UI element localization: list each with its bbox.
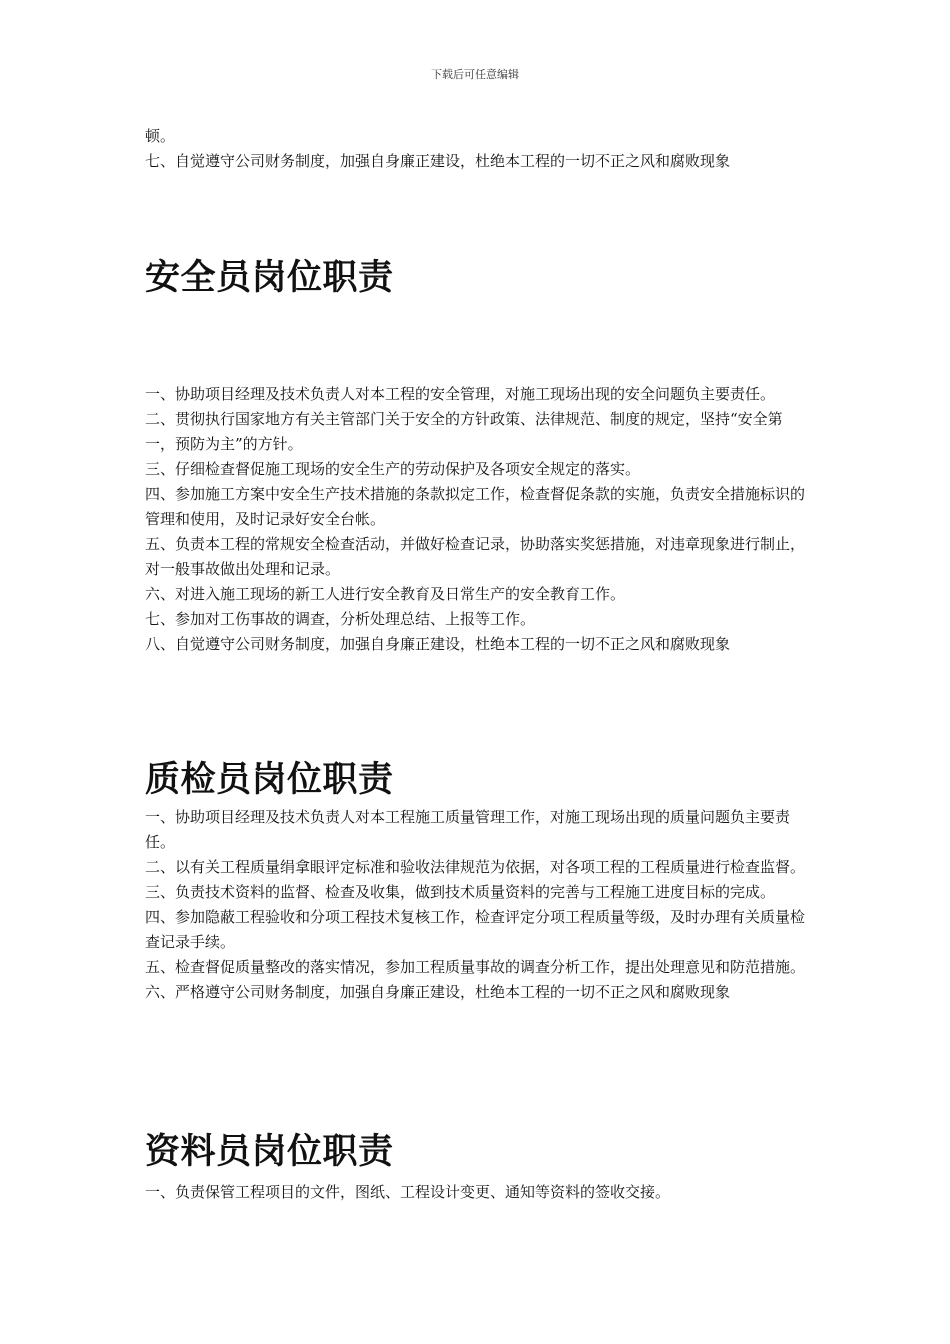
list-item: 七、参加对工伤事故的调查，分析处理总结、上报等工作。: [145, 610, 536, 628]
list-item: 三、负责技术资料的监督、检查及收集，做到技术质量资料的完善与工程施工进度目标的完成。: [145, 883, 776, 901]
list-item: 一、协助项目经理及技术负责人对本工程施工质量管理工作，对施工现场出现的质量问题负主要责任。: [145, 808, 791, 851]
intro-line: 七、自觉遵守公司财务制度，加强自身廉正建设，杜绝本工程的一切不正之风和腐败现象: [145, 152, 731, 170]
list-item: 二、以有关工程质量绢拿眼评定标准和验收法律规范为依据，对各项工程的工程质量进行检查监督。: [145, 858, 806, 876]
list-item: 四、参加隐蔽工程验收和分项工程技术复核工作，检查评定分项工程质量等级，及时办理有关质量检查记录手续。: [145, 908, 806, 951]
list-item: 五、负责本工程的常规安全检查活动，并做好检查记录，协助落实奖惩措施，对违章现象进行制止，对一般事故做出处理和记录。: [145, 535, 806, 578]
intro-line: 顿。: [145, 127, 176, 145]
intro-continuation: [145, 124, 810, 174]
section-title-quality: 质检员岗位职责: [145, 760, 394, 800]
list-item: 六、对进入施工现场的新工人进行安全教育及日常生产的安全教育工作。: [145, 585, 626, 603]
section-title-records: 资料员岗位职责: [145, 1132, 394, 1172]
list-item: 一、负责保管工程项目的文件，图纸、工程设计变更、通知等资料的签收交接。: [145, 1183, 671, 1201]
list-item: 八、自觉遵守公司财务制度，加强自身廉正建设，杜绝本工程的一切不正之风和腐败现象: [145, 635, 731, 653]
list-item: 一、协助项目经理及技术负责人对本工程的安全管理，对施工现场出现的安全问题负主要责任。: [145, 385, 776, 403]
list-item: 五、检查督促质量整改的落实情况，参加工程质量事故的调查分析工作，提出处理意见和防范措施。: [145, 958, 806, 976]
list-item: 六、严格遵守公司财务制度，加强自身廉正建设，杜绝本工程的一切不正之风和腐败现象: [145, 983, 731, 1001]
section-title-safety: 安全员岗位职责: [145, 258, 394, 298]
list-item: 四、参加施工方案中安全生产技术措施的条款拟定工作，检查督促条款的实施，负责安全措施标识的管理和使用，及时记录好安全台帐。: [145, 485, 806, 528]
section-list-quality: [145, 805, 810, 1005]
section-list-records: [145, 1180, 810, 1205]
page-header: 下载后可任意编辑: [431, 68, 519, 81]
section-list-safety: [145, 382, 810, 657]
list-item: 三、仔细检查督促施工现场的安全生产的劳动保护及各项安全规定的落实。: [145, 460, 641, 478]
list-item: 二、贯彻执行国家地方有关主管部门关于安全的方针政策、法律规范、制度的规定，坚持“安全第一，预防为主”的方针。: [145, 410, 783, 453]
